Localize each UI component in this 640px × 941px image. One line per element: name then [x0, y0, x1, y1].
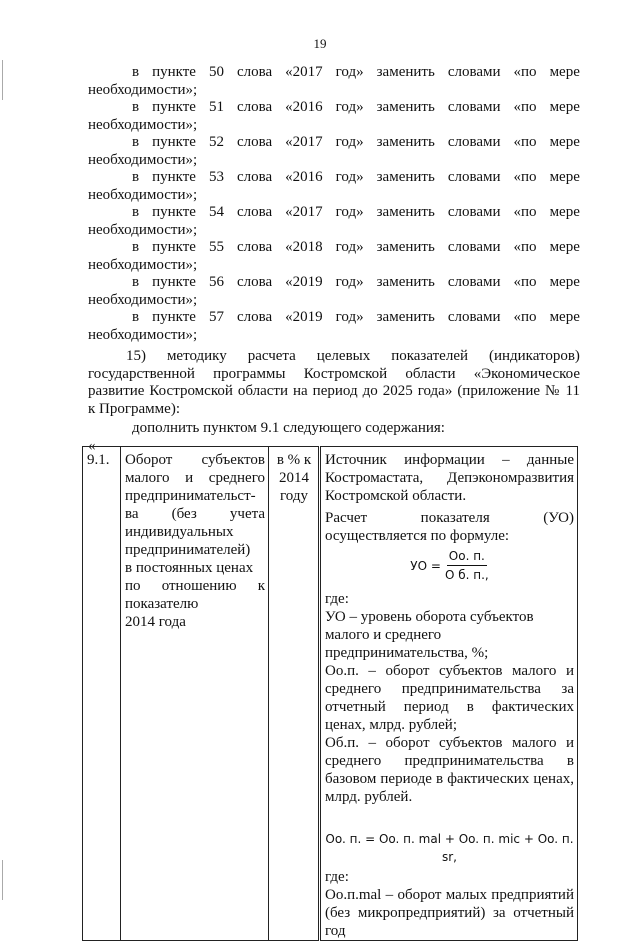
amendment-item [88, 204, 580, 239]
indicator-line: малого и среднего [125, 470, 265, 486]
word: «2017 [285, 134, 323, 150]
amendment-item-line2: необходимости»; [88, 291, 198, 308]
definition-obp: Об.п. – оборот субъектов малого и среднего предпринимательства в базовом периоде в фактических ценах, млрд. рублей. [325, 735, 574, 805]
word: в [132, 134, 140, 150]
paragraph-15-line4: к Программе): [88, 400, 180, 417]
word: заменить [376, 309, 435, 325]
word: показателей [391, 348, 469, 364]
definition-uo: УО – уровень оборота субъектов малого и среднего предпринимательства, %; [325, 609, 534, 661]
formula-uo-denominator: О б. п., [444, 568, 489, 582]
word: слова [236, 169, 273, 185]
unit-line: году [280, 488, 308, 504]
formula-uo-fraction [445, 547, 489, 584]
word: заменить [376, 239, 435, 255]
word: «по [513, 274, 537, 290]
row-number: 9.1. [83, 447, 121, 941]
word: «2017 [285, 64, 323, 80]
word: 56 [208, 274, 224, 290]
word: «2018 [285, 239, 323, 255]
formula-uo-numerator: Оо. п. [447, 547, 487, 566]
indicator-line: ва (без учета [125, 506, 265, 522]
indicator-line: в постоянных ценах [125, 560, 254, 576]
word: словами [447, 169, 501, 185]
amendment-item-line2: необходимости»; [88, 151, 198, 168]
word: мере [549, 309, 580, 325]
word: пункте [152, 274, 196, 290]
word: пункте [152, 169, 196, 185]
word: мере [549, 274, 580, 290]
word: «по [513, 99, 537, 115]
scan-margin-mark [2, 860, 3, 900]
word: расчета [247, 348, 296, 364]
indicator-line: Оборот субъектов [125, 452, 265, 468]
amendment-item-line1 [88, 274, 580, 292]
indicator-line: показателю [125, 596, 199, 612]
scan-margin-mark [2, 60, 3, 100]
open-quote: « [88, 437, 96, 454]
word: словами [447, 64, 501, 80]
word: в [132, 239, 140, 255]
word: заменить [376, 274, 435, 290]
amendment-item [88, 169, 580, 204]
amendment-list [88, 64, 580, 455]
word: год» [335, 64, 364, 80]
word: заменить [376, 134, 435, 150]
word: «2016 [285, 99, 323, 115]
amendment-item-line2: необходимости»; [88, 186, 198, 203]
word: мере [549, 204, 580, 220]
word: 52 [208, 134, 224, 150]
amendment-item-line1 [88, 169, 580, 187]
word: год» [335, 99, 364, 115]
word: мере [549, 239, 580, 255]
indicator-line: предпринимателей) [125, 542, 251, 558]
word: слова [236, 274, 273, 290]
word: год» [335, 134, 364, 150]
where-label-2: где: [325, 869, 349, 885]
method-source: Источник информации – данные Костромастата, Депэкономразвития Костромской области. [325, 452, 574, 504]
word: в [132, 64, 140, 80]
word: заменить [376, 204, 435, 220]
formula-uo-lhs: УО = [410, 558, 441, 573]
amendment-item-line2: необходимости»; [88, 116, 198, 133]
word: «по [513, 64, 537, 80]
word: словами [447, 274, 501, 290]
amendment-item-line2: необходимости»; [88, 221, 198, 238]
word: пункте [152, 99, 196, 115]
word: «по [513, 134, 537, 150]
word: 50 [208, 64, 224, 80]
word: 15) [126, 348, 146, 364]
formula-oop-sum: Oo. п. = Oo. п. mal + Oo. п. mic + Oo. п. sr, [325, 832, 574, 864]
word: «2017 [285, 204, 323, 220]
indicator-name [121, 447, 269, 941]
word: 54 [208, 204, 224, 220]
where-label: где: [325, 591, 349, 607]
add-point-line: дополнить пунктом 9.1 следующего содержания: [132, 420, 445, 436]
indicator-line: индивидуальных [125, 524, 234, 540]
word: «2019 [285, 309, 323, 325]
indicator-line: 2014 года [125, 614, 186, 630]
word: «2019 [285, 274, 323, 290]
word: в [132, 309, 140, 325]
unit-line: 2014 [279, 470, 309, 486]
word: словами [447, 309, 501, 325]
word: в [132, 204, 140, 220]
word: слова [236, 64, 273, 80]
word: (индикаторов) [488, 348, 580, 364]
word: в [132, 274, 140, 290]
page-number: 19 [313, 36, 327, 51]
amendment-item [88, 99, 580, 134]
word: словами [447, 134, 501, 150]
word: «по [513, 309, 537, 325]
amendment-item [88, 274, 580, 309]
word: 51 [208, 99, 224, 115]
word: год» [335, 274, 364, 290]
method-cell [320, 447, 578, 941]
word: пункте [152, 309, 196, 325]
method-calc: Расчет показателя (УО) осуществляется по формуле: [325, 510, 574, 544]
word: слова [236, 309, 273, 325]
amendment-item-line1 [88, 99, 580, 117]
amendment-item [88, 64, 580, 99]
word: мере [549, 169, 580, 185]
word: методику [166, 348, 227, 364]
amendment-item [88, 239, 580, 274]
word: пункте [152, 134, 196, 150]
amendment-item-line1 [88, 309, 580, 327]
word: мере [549, 134, 580, 150]
word: «по [513, 239, 537, 255]
definition-oop: Оо.п. – оборот субъектов малого и среднего предпринимательства за отчетный период в фактических ценах, млрд. рублей; [325, 663, 574, 733]
word: в [132, 169, 140, 185]
paragraph-15 [88, 348, 580, 418]
word: пункте [152, 204, 196, 220]
word: слова [236, 204, 273, 220]
amendment-item-line2: необходимости»; [88, 256, 198, 273]
word: «2016 [285, 169, 323, 185]
word: 55 [208, 239, 224, 255]
word: словами [447, 99, 501, 115]
paragraph-15-line3: развитие Костромской области на период до 2025 года» (приложение № 11 [88, 383, 580, 399]
amendment-item-line1 [88, 239, 580, 257]
word: год» [335, 309, 364, 325]
amendment-item [88, 309, 580, 344]
indicator-line: предпринимательст- [125, 488, 256, 504]
word: слова [236, 99, 273, 115]
amendment-item [88, 134, 580, 169]
word: 57 [208, 309, 224, 325]
word: мере [549, 64, 580, 80]
paragraph-15-line2: государственной программы Костромской области «Экономическое [88, 365, 580, 382]
formula-uo [325, 547, 574, 584]
word: словами [447, 239, 501, 255]
word: слова [236, 239, 273, 255]
word: год» [335, 169, 364, 185]
word: год» [335, 239, 364, 255]
amendment-item-line1 [88, 204, 580, 222]
word: «по [513, 169, 537, 185]
unit-cell [269, 447, 320, 941]
word: целевых [316, 348, 371, 364]
unit-line: в % к [276, 452, 312, 468]
definition-mal: Оо.п.mal – оборот малых предприятий (без микропредприятий) за отчетный год [325, 887, 574, 939]
word: пункте [152, 239, 196, 255]
amendment-item-line1 [88, 64, 580, 82]
amendment-item-line2: необходимости»; [88, 81, 198, 98]
indicator-table [82, 446, 578, 941]
amendment-item-line2: необходимости»; [88, 326, 198, 343]
word: 53 [208, 169, 224, 185]
word: в [132, 99, 140, 115]
amendment-item-line1 [88, 134, 580, 152]
word: мере [549, 99, 580, 115]
table-row [83, 447, 578, 941]
word: заменить [376, 99, 435, 115]
word: год» [335, 204, 364, 220]
word: пункте [152, 64, 196, 80]
word: «по [513, 204, 537, 220]
word: заменить [376, 64, 435, 80]
word: заменить [376, 169, 435, 185]
indicator-line: по отношению к [125, 578, 265, 594]
word: слова [236, 134, 273, 150]
word: словами [447, 204, 501, 220]
